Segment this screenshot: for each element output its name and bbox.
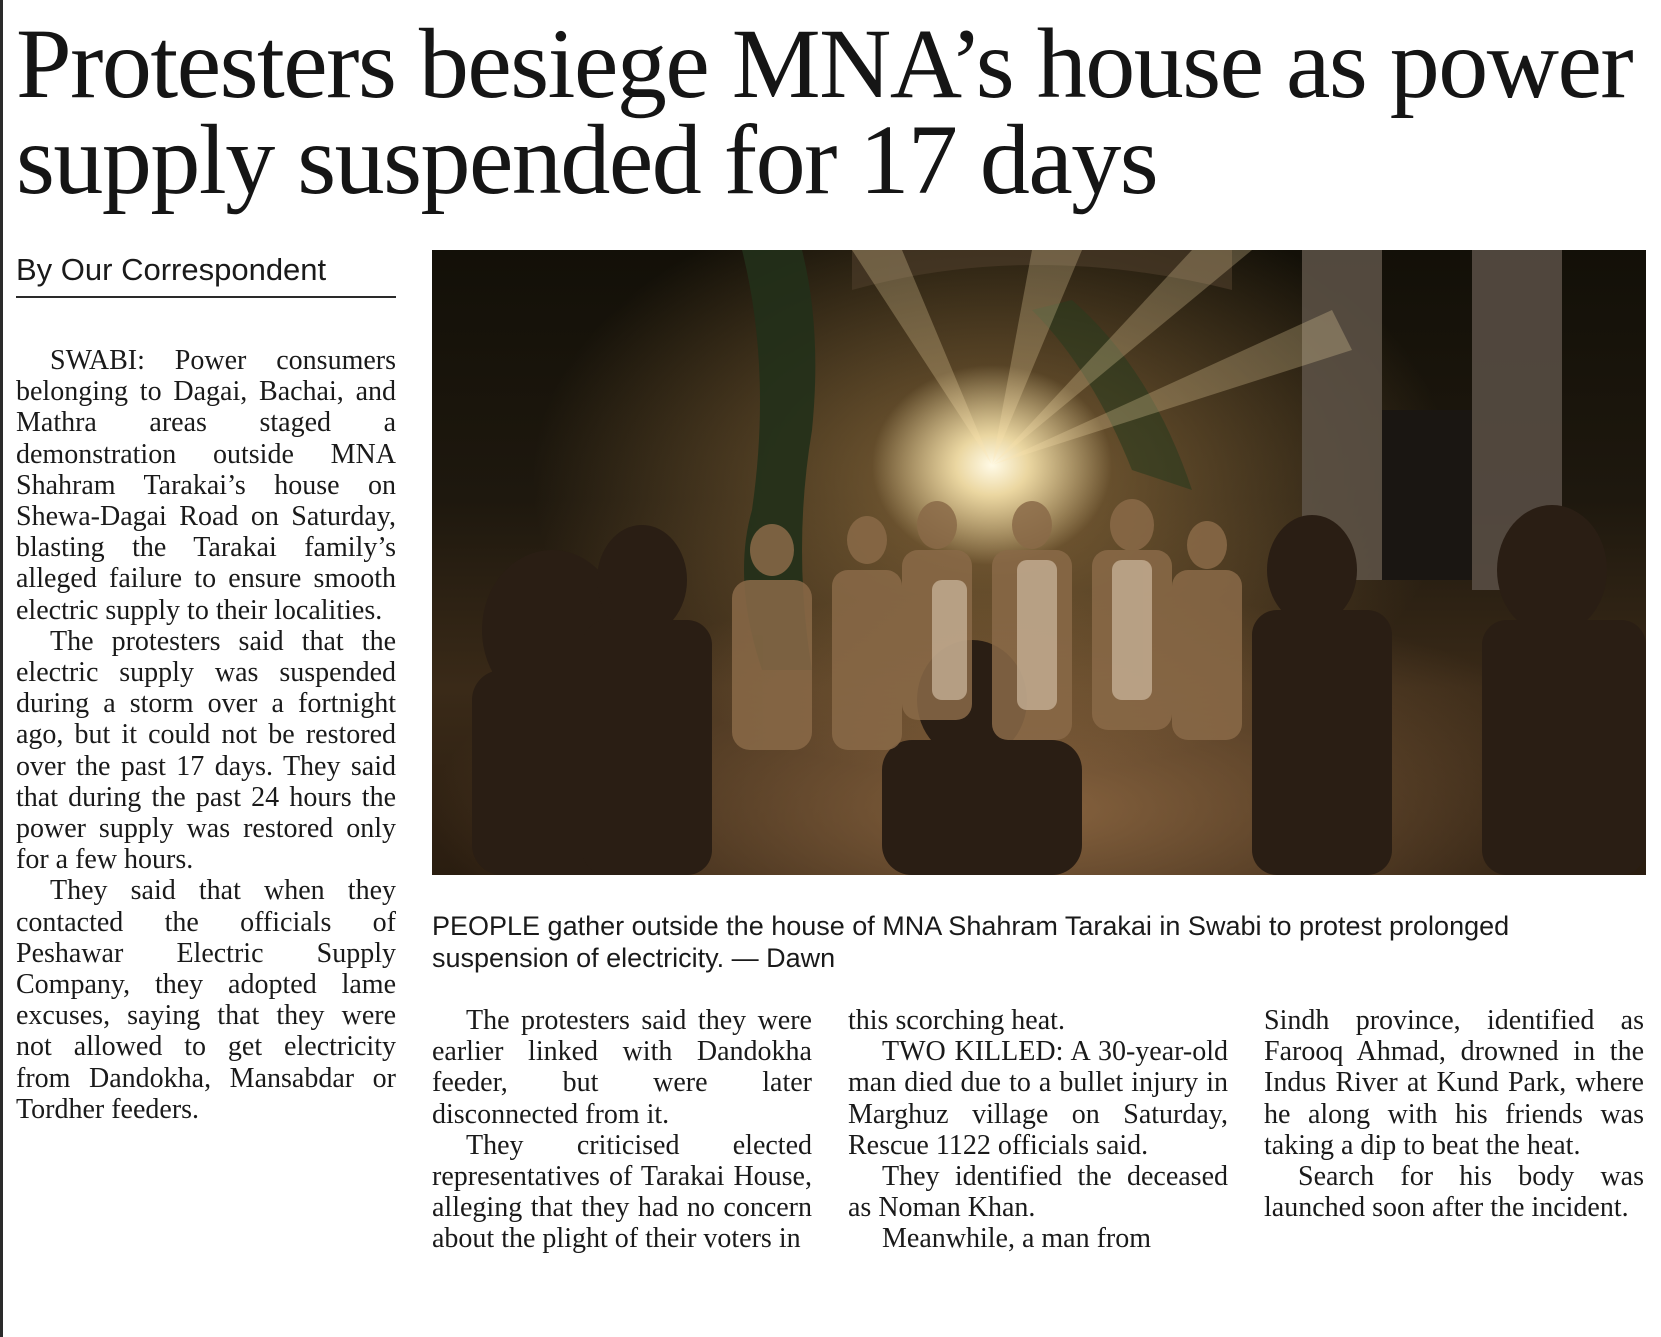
paragraph: The protesters said that the electric supply was suspended during a storm over a fortnight ago, but it could not be restored over the past 17 days. They said that during the past 24 hours the power supply was restored only for a few hours. bbox=[16, 625, 396, 876]
article-column-1 bbox=[16, 345, 396, 1330]
article-column-4 bbox=[1264, 1005, 1644, 1330]
paragraph: TWO KILLED: A 30-year-old man died due to a bullet injury in Marghuz village on Saturday, Rescue 1122 officials said. bbox=[848, 1036, 1228, 1161]
paragraph: They identified the deceased as Noman Khan. bbox=[848, 1161, 1228, 1224]
headline: Protesters besiege MNA’s house as power supply suspended for 17 days bbox=[16, 8, 1633, 215]
byline: By Our Correspondent bbox=[16, 252, 327, 287]
left-column-rule bbox=[0, 0, 3, 1337]
paragraph: They said that when they contacted the officials of Peshawar Electric Supply Company, they adopted lame excuses, saying that they were not allowed to get electricity from Dandokha, Mansabdar or Tordher feeders. bbox=[16, 875, 396, 1125]
article-column-2 bbox=[432, 1005, 812, 1330]
photo-scene-illustration bbox=[432, 250, 1646, 875]
paragraph: The protesters said they were earlier linked with Dandokha feeder, but were later disconnected from it. bbox=[432, 1005, 812, 1130]
paragraph: Search for his body was launched soon after the incident. bbox=[1264, 1161, 1644, 1224]
paragraph: They criticised elected representatives of Tarakai House, alleging that they had no concern about the plight of their voters in bbox=[432, 1129, 812, 1255]
news-photo bbox=[432, 250, 1646, 875]
paragraph: this scorching heat. bbox=[848, 1005, 1065, 1036]
paragraph: Sindh province, identified as Farooq Ahmad, drowned in the Indus River at Kund Park, where he along with his friends was taking a dip to beat the heat. bbox=[1264, 1005, 1644, 1161]
paragraph: Meanwhile, a man from bbox=[882, 1223, 1152, 1255]
paragraph: SWABI: Power consumers belonging to Dagai, Bachai, and Mathra areas staged a demonstration outside MNA Shahram Tarakai’s house on Shewa-Dagai Road on Saturday, blasting the Tarakai family’s alleged failure to ensure smooth electric supply to their localities. bbox=[16, 345, 396, 626]
article-column-3 bbox=[848, 1005, 1228, 1330]
byline-block bbox=[16, 252, 396, 298]
photo-caption: PEOPLE gather outside the house of MNA Shahram Tarakai in Swabi to protest prolonged suspension of electricity. — Dawn bbox=[432, 911, 1510, 973]
